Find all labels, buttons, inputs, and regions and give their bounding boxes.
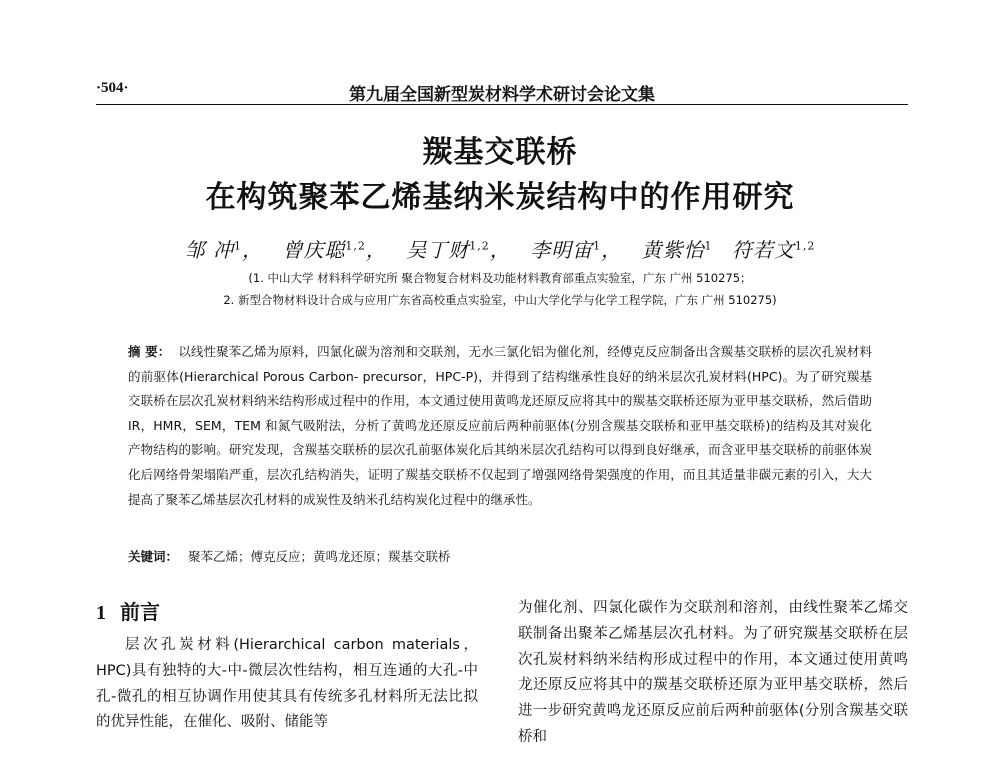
paper-title-line-1: 羰基交联桥 xyxy=(422,135,578,170)
author: 吴丁财$^{1,2}$， xyxy=(406,238,511,262)
body-paragraph-left: 层次孔炭材料(Hierarchical carbon materials，HPC)具有独特的大-中-微层次性结构，相互连通的大孔-中孔-微孔的相互协调作用使其具有传统多孔材料所无法比拟的优异性能，在催化、吸附、储能等 xyxy=(96,637,478,731)
body-paragraph-right: 为催化剂、四氯化碳作为交联剂和溶剂，由线性聚苯乙烯交联制备出聚苯乙烯基层次孔材料。为了研究羰基交联桥在层次孔炭材料纳米结构形成过程中的作用，本文通过使用黄鸣龙还原反应将其中的羰基交联桥还原为亚甲基交联桥，然后进一步研究黄鸣龙还原反应前后两种前驱体(分别含羰基交联桥和 xyxy=(518,600,908,745)
abstract xyxy=(128,340,872,512)
keywords-text: 聚苯乙烯；傅克反应；黄鸣龙还原；羰基交联桥 xyxy=(188,549,451,564)
abstract-text: 以线性聚苯乙烯为原料，四氯化碳为溶剂和交联剂，无水三氯化铝为催化剂，经傅克反应制备出含羰基交联桥的层次孔炭材料的前驱体(Hierarchical Porous Carbon- precursor，HPC-P)，并得到了结构继承性良好的纳米层次孔炭材料(HPC)。为了研究羰基交联桥在层次孔炭材料纳米结构形成过程中的作用，本文通过使用黄鸣龙还原反应将其中的羰基交联桥还原为亚甲基交联桥，然后借助 IR，HMR，SEM，TEM 和氮气吸附法，分析了黄鸣龙还原反应前后两种前驱体(分别含羰基交联桥和亚甲基交联桥)的结构及其对炭化产物结构的影响。研究发现，含羰基交联桥的层次孔前驱体炭化后其纳米层次孔结构可以得到良好继承，而含亚甲基交联桥的前驱体炭化后网络骨架塌陷严重，层次孔结构消失，证明了羰基交联桥不仅起到了增强网络骨架强度的作用，而且其适量非碳元素的引入，大大提高了聚苯乙烯基层次孔材料的成炭性及纳米孔结构炭化过程中的继承性。 xyxy=(128,344,872,507)
running-header xyxy=(96,80,908,104)
abstract-label: 摘 要： xyxy=(128,344,171,359)
author: 曾庆聪$^{1,2}$， xyxy=(282,238,387,262)
affiliation-line-1: (1. 中山大学 材料科学研究所 聚合物复合材料及功能材料教育部重点实验室，广东 广州 510275； xyxy=(248,271,752,285)
section-heading xyxy=(96,596,478,625)
author-list xyxy=(0,234,1000,263)
paper-title-line-2: 在构筑聚苯乙烯基纳米炭结构中的作用研究 xyxy=(205,180,795,215)
keywords-label: 关键词： xyxy=(128,549,179,564)
author: 李明宙$^1$， xyxy=(530,238,623,262)
keywords xyxy=(128,547,872,565)
section-title: 前言 xyxy=(120,600,160,624)
author: 黄紫怡$^1$ xyxy=(641,238,713,262)
page-number: ·504· xyxy=(96,80,129,96)
running-title: 第九届全国新型炭材料学术研讨会论文集 xyxy=(349,85,655,105)
header-rule xyxy=(96,104,908,105)
affiliation-line-2: 2. 新型合物材料设计合成与应用广东省高校重点实验室，中山大学化学与化学工程学院，广东 广州 510275) xyxy=(223,293,777,307)
right-column xyxy=(518,596,908,751)
author: 符若文$^{1,2}$ xyxy=(731,238,816,262)
author: 邹 冲$^1$， xyxy=(184,238,264,262)
section-number: 1 xyxy=(96,602,106,624)
left-column xyxy=(96,596,478,736)
